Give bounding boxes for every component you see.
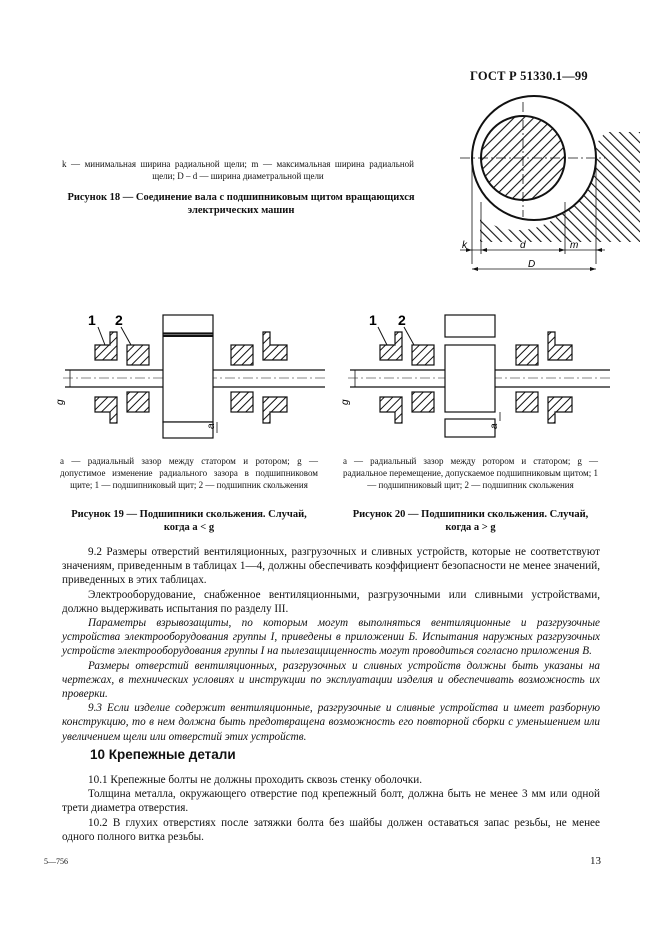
fig19-g-label: g <box>55 399 66 405</box>
fig20-g-label: g <box>340 399 351 405</box>
paragraph-9-3: 9.3 Если изделие содержит вентиляционные, разгрузочные и сливные устройства и имеет разборную конструкцию, то в нем должна быть предотвращена возможность его повторной сборки с уменьшением или увеличением щели или отверстий этих устройств. <box>62 702 600 743</box>
body-section-10 <box>62 773 600 844</box>
figure20-drawing <box>340 305 615 440</box>
paragraph-9-2: 9.2 Размеры отверстий вентиляционных, разгрузочных и сливных устройств, которые не соответствуют значениям, приведенным в таблицах 1—4, должны обеспечивать коэффициент безопасности не менее значений, приведенных в этих таблицах. <box>62 546 600 587</box>
fig18-d-label: d <box>520 240 526 251</box>
figure18-drawing <box>440 92 640 282</box>
footer-code: 5—756 <box>44 857 68 866</box>
figure18-legend: k — минимальная ширина радиальной щели; m — максимальная ширина радиальной щели; D – d — ширина диаметральной щели <box>62 159 414 181</box>
paragraph-electrical-equipment: Электрооборудование, снабженное вентиляционными, разгрузочными или сливными устройствами, должно выдерживать испытания по разделу III. <box>62 588 600 615</box>
fig20-a-label: a <box>489 423 500 429</box>
page-number: 13 <box>590 855 601 867</box>
fig20-label-2: 2 <box>398 312 406 328</box>
fig19-a-label: a <box>206 423 217 429</box>
paragraph-explosion-parameters: Параметры взрывозащиты, по которым могут выполняться вентиляционные и разгрузочные устройства электрооборудования группы I, приведены в приложении Б. Испытания наружных разгрузочных устройств электрооборудования группы I на пылезащищенность могут проводиться согласно приложения В. <box>62 617 600 658</box>
standard-number: ГОСТ Р 51330.1—99 <box>470 69 588 83</box>
figure19-drawing <box>55 305 330 440</box>
figure19-legend: a — радиальный зазор между статором и ротором; g — допустимое изменение радиального зазора в подшипниковом щите; 1 — подшипниковый щит; 2 — подшипник скольжения <box>60 456 318 490</box>
fig19-label-2: 2 <box>115 312 123 328</box>
section-10-title: 10 Крепежные детали <box>90 747 236 762</box>
fig18-D-label: D <box>528 259 536 270</box>
fig20-label-1: 1 <box>369 312 377 328</box>
body-section-9 <box>62 545 600 744</box>
figure18-caption: Рисунок 18 — Соединение вала с подшипниковым щитом вращающихся электрических машин <box>67 192 415 216</box>
paragraph-10-1: 10.1 Крепежные болты не должны проходить сквозь стенку оболочки. <box>88 774 423 786</box>
figure20-caption: Рисунок 20 — Подшипники скольжения. Случай, когда a > g <box>352 509 589 533</box>
fig19-label-1: 1 <box>88 312 96 328</box>
fig18-m-label: m <box>570 240 579 251</box>
figure20-legend: a — радиальный зазор между ротором и статором; g — радиальное перемещение, допускаемое подшипниковым щитом; 1 — подшипниковый щит; 2 — подшипник скольжения <box>343 456 598 490</box>
figure19-caption: Рисунок 19 — Подшипники скольжения. Случай, когда a < g <box>71 509 307 533</box>
paragraph-opening-sizes: Размеры отверстий вентиляционных, разгрузочных и сливных устройств должны быть указаны на чертежах, в технических условиях и инструкции по эксплуатации изделия и обеспечивать возможность их проверки. <box>62 659 600 701</box>
fig18-k-label: k <box>462 240 467 251</box>
paragraph-10-2: 10.2 В глухих отверстиях после затяжки болта без шайбы должен оставаться запас резьбы, не менее одного полного витка резьбы. <box>62 816 600 843</box>
paragraph-metal-thickness: Толщина металла, окружающего отверстие под крепежный болт, должна быть не менее 3 мм или одной трети диаметра отверстия. <box>62 788 600 815</box>
